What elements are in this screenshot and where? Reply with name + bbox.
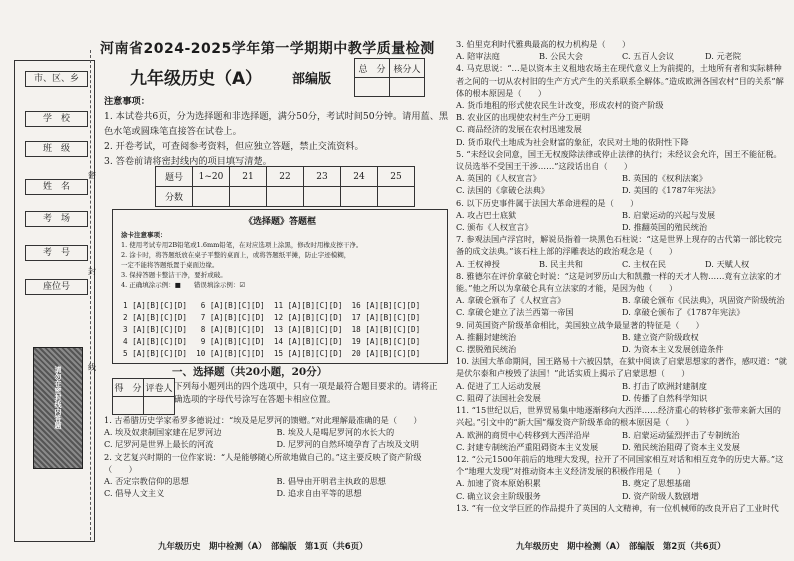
bubble-row[interactable]: 1 [A][B][C][D] 6 [A][B][C][D] 11 [A][B][C][D] 16 [A][B][C][D]: [123, 301, 421, 310]
subject-title: 九年级历史（A）: [130, 69, 263, 89]
question-stem: 11. “15世纪以后，世界贸易集中地逐渐移向大西洋……经济重心的转移扩张带来新大国的兴起。”引文中的“新大国”爆发资产阶级革命的根本原因是（ ）: [456, 405, 781, 428]
seal-char: 线: [88, 363, 96, 372]
score-cell[interactable]: [193, 187, 230, 207]
score-cell[interactable]: [304, 187, 341, 207]
question-stem: 1. 古希腊历史学家希罗多德说过：“埃及是尼罗河的馈赠。”对此理解最准确的是（ ）: [104, 415, 422, 425]
rule: 一定不能将答题纸置于桌面边缘。: [121, 261, 219, 269]
exam-room-field: 考 场: [25, 211, 88, 227]
question-stem: 8. 雅德尔在评价拿破仑时说：“这是诃罗历山大和凯撒一样的天才人物……竟有立法家的才能。”他之所以为拿破仑具有立法家的才能，是因为他（ ）: [456, 270, 782, 294]
seal-char: 密: [88, 171, 96, 180]
notes-heading: 注意事项：: [104, 96, 150, 107]
option: C. 阻碍了法国社会发展: [456, 392, 541, 403]
question-stem: 9. 同英国资产阶级革命相比，美国独立战争最显著的特征是（ ）: [456, 319, 704, 330]
option: B. 启蒙运动猛烈抨击了专制统治: [622, 429, 740, 440]
exam-title: 河南省2024-2025学年第一学期期中教学质量检测: [100, 41, 435, 57]
score-label: 得 分: [113, 379, 144, 397]
rule: 1. 使用考试专用2B铅笔或1.6mm铅笔，在对应选项上涂黑，修改时用橡皮擦干净。: [121, 241, 363, 249]
grader-box: [112, 378, 175, 415]
seal-line: [90, 50, 91, 540]
total-score-box: [354, 58, 425, 97]
option: A. 英国的《人权宣言》: [456, 173, 541, 184]
option: D. 美国的《1787年宪法》: [622, 185, 720, 196]
option: B. 建立资产阶级政权: [622, 331, 699, 342]
option: A. 王权神授: [456, 258, 500, 269]
option: D. 元老院: [705, 51, 742, 62]
option: C. 主权在民: [622, 258, 666, 269]
section-score-cell[interactable]: [113, 397, 144, 415]
option: C. 封建专制统治严重阻碍资本主义发展: [456, 441, 599, 452]
right-question-column: [456, 38, 788, 514]
rule: 3. 保持答题卡整洁干净，要折或破。: [121, 271, 227, 279]
region-field: 市、区、乡: [25, 71, 88, 87]
option: B. 倡导由开明君主执政的思想: [276, 476, 386, 487]
option: A. 攻占巴士底狱: [456, 209, 517, 220]
option: C. 确立议会主阶级服务: [456, 490, 541, 501]
option: B. 民主共和: [539, 258, 583, 269]
score-cell[interactable]: [267, 187, 304, 207]
option: B. 打击了欧洲封建制度: [622, 380, 707, 391]
score-header-cell: 24: [341, 167, 378, 187]
option: C. 拿破仑建立了法兰西第一帝国: [456, 307, 574, 318]
section-intro: 下列每小题列出的四个选项中，只有一项是最符合题目要求的。请将正确选项的字母代号涂写在答题卡相应位置。: [174, 382, 438, 405]
option: A. 拿破仑颁布了《人权宣言》: [456, 295, 566, 306]
name-field: 姓 名: [25, 179, 88, 195]
rule: 2. 涂卡时，将答题纸放在桌子平整的桌面上，或将答题纸平摊，防止字迹模糊，: [121, 251, 351, 259]
option: A. 否定宗教信仰的思想: [104, 476, 189, 487]
score-header-cell: 1~20: [193, 167, 230, 187]
score-table: [155, 166, 415, 207]
score-header-cell: 题号: [156, 167, 193, 187]
question-stem: 3. 伯里克利时代雅典最高的权力机构是（ ）: [456, 39, 631, 49]
bubble-row[interactable]: 4 [A][B][C][D] 9 [A][B][C][D] 14 [A][B][C][D] 19 [A][B][C][D]: [123, 337, 421, 346]
question-stem: 2. 文艺复兴时期的一位作家说：“人是能够随心所欲地做自己的。”这主要反映了资产阶级（ ）: [104, 451, 422, 474]
option: B. 公民大会: [539, 51, 583, 62]
option: B. 拿破仑颁布《民法典》，巩固资产阶级统治: [622, 295, 785, 306]
bubble-row[interactable]: 2 [A][B][C][D] 7 [A][B][C][D] 12 [A][B][C][D] 17 [A][B][C][D]: [123, 313, 421, 322]
option: A. 货币地租的形式使农民生计改变，形成农村的资产阶级: [456, 100, 664, 111]
option: C. 摆脱殖民统治: [456, 344, 517, 355]
option: D. 天赋人权: [705, 258, 750, 269]
grader-cell[interactable]: [144, 397, 175, 415]
option: D. 殖民统治阻碍了资本主义发展: [622, 441, 740, 452]
score-header-cell: 25: [378, 167, 415, 187]
question-stem: 13. “有一位文学巨匠的作品提升了英国的人文精神，有一位机械师的改良开启了工业时代: [456, 502, 779, 513]
binding-margin: [14, 60, 95, 542]
total-score-label: 总 分: [355, 59, 390, 78]
left-question-column: [104, 414, 449, 499]
option: A. 欧洲的商贸中心转移到大西洋沿岸: [456, 429, 590, 440]
rules-label: 涂卡注意事项：: [121, 231, 167, 239]
option: D. 为资本主义发展创造条件: [622, 344, 724, 355]
option: D. 尼罗河的自然环境孕育了古埃及文明: [276, 439, 419, 450]
option: D. 拿破仑颁布了《1787年宪法》: [622, 307, 745, 318]
option: B. 启蒙运动的兴起与发展: [622, 209, 716, 220]
exam-number-field: 考 号: [25, 245, 88, 261]
option: D. 传播了自然科学知识: [622, 392, 708, 403]
grader-label: 评卷人: [144, 379, 175, 397]
answer-sheet: [112, 209, 448, 364]
score-cell[interactable]: [230, 187, 267, 207]
question-stem: 7. 参观法国卢浮宫时，解说员指着一块黑色石柱说：“这是世界上现存的古代第一部比较完备的成文法典。”该石柱上部的浮雕表达的政治观念是（ ）: [456, 234, 782, 257]
question-stem: 4. 马克思说：“…是以资本主义租地农场主在现代意义上为前提的，土地所有者和实际耕种者之间的一切从农村旧的生产方式产生的关系联系全解体。”造成欧洲各国农村“目的关系”解体的根本原因是（ ）: [456, 63, 784, 98]
option: B. 奠定了思想基础: [622, 478, 691, 489]
edition-label: 部编版: [292, 72, 332, 87]
option: D. 追求自由平等的思想: [276, 488, 362, 499]
rule: 4. 正确填涂示例：■ 错误填涂示例：☑: [121, 281, 246, 289]
option: C. 五百人会议: [622, 51, 675, 62]
bubble-row[interactable]: 3 [A][B][C][D] 8 [A][B][C][D] 13 [A][B][C][D] 18 [A][B][C][D]: [123, 325, 421, 334]
option: B. 农业区的出现使农村生产分工更明: [456, 112, 591, 123]
no-answer-notice: 请勿在密封线内答题: [33, 347, 83, 469]
option: B. 英国的《权利法案》: [622, 173, 707, 184]
question-stem: 5. “未经议会同意，国王无权废除法律或停止法律的执行；未经议会允许，国王不能征税。议员选举不受国王干涉……”这段话出自（ ）: [456, 148, 782, 172]
option: A. 推翻封建统治: [456, 331, 517, 342]
option: D. 资产阶级人数剧增: [622, 490, 699, 501]
score-header-cell: 21: [230, 167, 267, 187]
seal-char: 封: [88, 267, 96, 276]
score-header-cell: 23: [304, 167, 341, 187]
score-header-cell: 22: [267, 167, 304, 187]
option: D. 推翻英国的殖民统治: [622, 222, 708, 233]
answer-sheet-rules: [121, 230, 441, 290]
page-footer-left: 九年级历史 期中检测（A） 部编版 第1页（共6页）: [158, 542, 368, 552]
class-field: 班 级: [25, 141, 88, 157]
question-stem: 12. “公元1500年前后的地理大发现，拉开了不同国家相互对话和相互竞争的历史大幕。”这个“地理大发现”对推动资本主义经济发展的积极作用是（ ）: [456, 453, 784, 477]
option: D. 货币取代土地成为社会财富的象征，农民对土地的依附性下降: [456, 136, 689, 147]
option: A. 埃及奴隶制国家建在尼罗河边: [104, 427, 222, 438]
note-item: 1. 本试卷共6页，分为选择题和非选择题，满分50分，考试时间50分钟。请用蓝、黑色水笔或圆珠笔直接答在试卷上。: [104, 111, 449, 137]
score-row-label: 分数: [156, 187, 193, 207]
bubble-grid[interactable]: [123, 300, 420, 360]
option: B. 埃及人是喝尼罗河的水长大的: [276, 427, 395, 438]
option: C. 尼罗河是世界上最长的河流: [104, 439, 214, 450]
option: C. 倡导人文主义: [104, 488, 165, 499]
option: A. 加速了资本原始积累: [456, 478, 541, 489]
section-title: 一、选择题（共20小题，20分）: [172, 366, 328, 378]
question-stem: 10. 法国大革命期间，国王路易十六被囚禁，在狱中阅读了启蒙思想家的著作，感叹道：“就是伏尔泰和卢梭毁了法国！”此话实质上揭示了启蒙思想（ ）: [456, 356, 787, 379]
question-stem: 6. 以下历史事件属于法国大革命进程的是（ ）: [456, 197, 639, 208]
note-item: 2. 开卷考试，可查阅参考资料，但应独立答题，禁止交流资料。: [104, 141, 364, 152]
bubble-row[interactable]: 5 [A][B][C][D] 10 [A][B][C][D] 15 [A][B][C][D] 20 [A][B][C][D]: [123, 349, 421, 358]
option: C. 颁布《人权宣言》: [456, 222, 533, 233]
checker-label: 核分人: [390, 59, 425, 78]
option: C. 法国的《拿破仑法典》: [456, 185, 550, 196]
school-field: 学 校: [25, 111, 88, 127]
answer-sheet-title: 《选择题》答题框: [243, 217, 316, 227]
seat-number-field: 座位号: [25, 279, 88, 295]
score-cell[interactable]: [341, 187, 378, 207]
page-footer-right: 九年级历史 期中检测（A） 部编版 第2页（共6页）: [516, 542, 726, 552]
exam-notes: [104, 94, 449, 169]
option: C. 商品经济的发展在农村迅速发展: [456, 124, 582, 135]
note-item: 3. 答卷前请将密封线内的项目填写清楚。: [104, 156, 272, 167]
option: A. 陪审法庭: [456, 51, 500, 62]
option: A. 促进了工人运动发展: [456, 380, 541, 391]
score-cell[interactable]: [378, 187, 415, 207]
